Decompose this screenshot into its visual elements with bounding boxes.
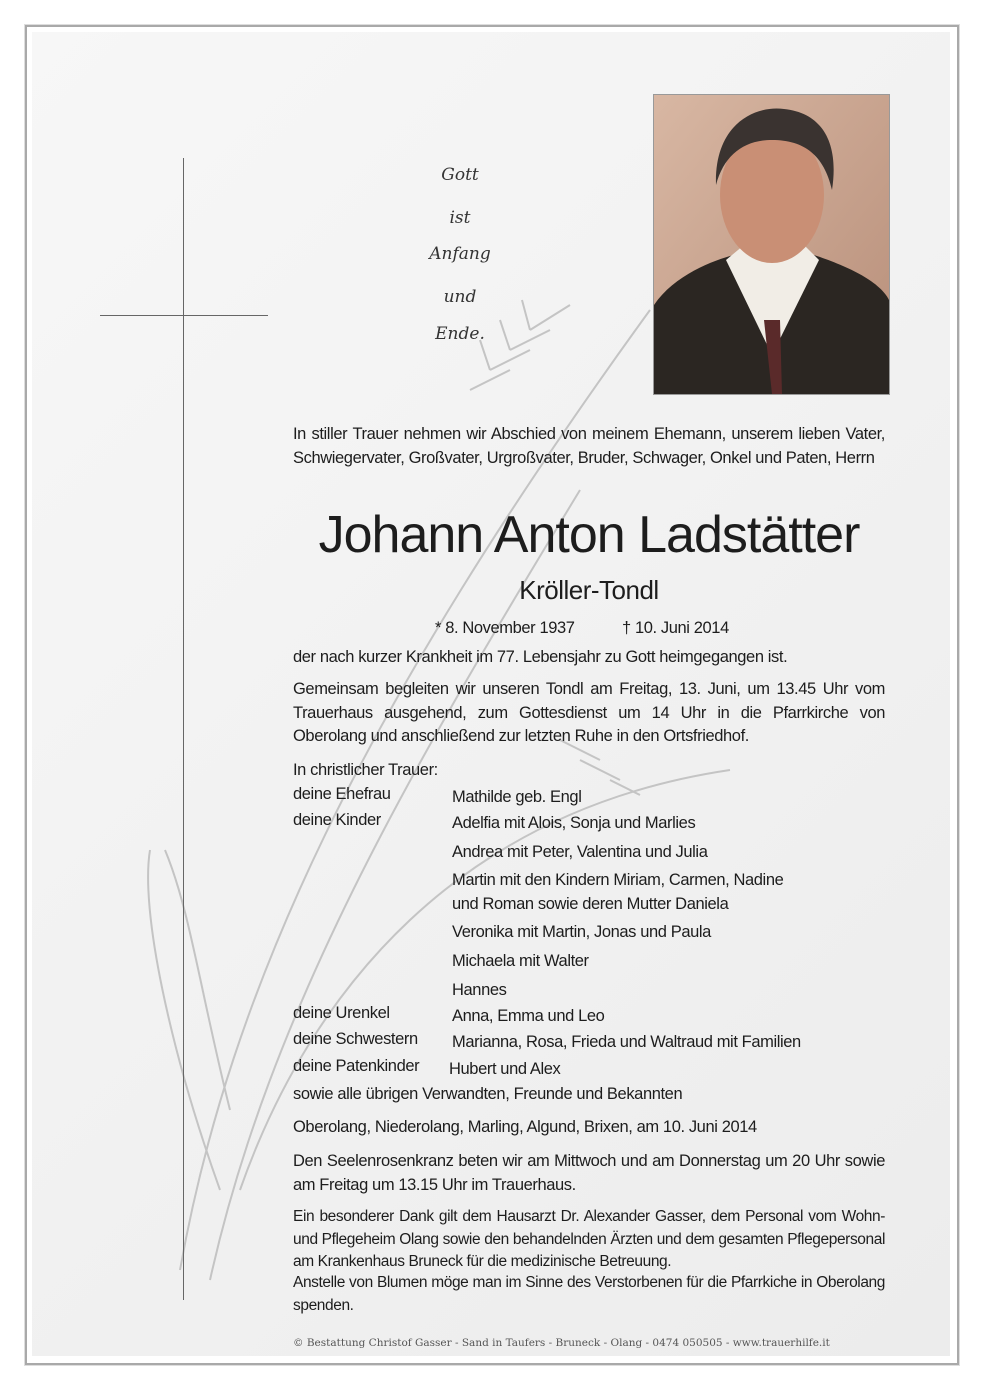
mourner-names: Martin mit den Kindern Miriam, Carmen, Nadine <box>452 871 784 889</box>
rosary-text: Den Seelenrosenkranz beten wir am Mittwoch und am Donnerstag um 20 Uhr sowie am Freitag um 13.15 Uhr im Trauerhaus. <box>293 1152 885 1194</box>
funeral-text: Gemeinsam begleiten wir unseren Tondl am Freitag, 13. Juni, um 13.45 Uhr vom Trauerhaus ausgehend, zum Gottesdienst um 14 Uhr in die Pfarrkirche von Oberolang und anschließend zur letzten Ruhe in den Ortsfriedhof. <box>293 680 885 745</box>
intro-text: In stiller Trauer nehmen wir Abschied von meinem Ehemann, unserem lieben Vater, Schwiegervater, Großvater, Urgroßvater, Bruder, Schwager, Onkel und Paten, Herrn <box>293 425 885 467</box>
mourner-label: deine Kinder <box>293 811 381 829</box>
mourner-names: Mathilde geb. Engl <box>452 788 582 806</box>
mourner-label: deine Urenkel <box>293 1004 390 1022</box>
mourning-heading: In christlicher Trauer: <box>293 761 438 779</box>
flowers-text: Anstelle von Blumen möge man im Sinne des Verstorbenen für die Pfarrkiche in Oberolang spenden. <box>293 1274 885 1314</box>
quote-line: Anfang <box>429 244 491 264</box>
quote-line: Gott <box>441 165 479 185</box>
deceased-name: Johann Anton Ladstätter <box>318 506 860 564</box>
mourner-names: Andrea mit Peter, Valentina und Julia <box>452 843 708 861</box>
mourner-label: deine Schwestern <box>293 1030 418 1048</box>
mourner-names: Adelfia mit Alois, Sonja und Marlies <box>452 814 696 832</box>
mourner-names: Hubert und Alex <box>449 1060 561 1078</box>
passing-text: der nach kurzer Krankheit im 77. Lebensjahr zu Gott heimgegangen ist. <box>293 648 788 666</box>
quote-line: und <box>443 287 477 307</box>
others-text: sowie alle übrigen Verwandten, Freunde und Bekannten <box>293 1085 683 1103</box>
quote-line: ist <box>449 208 471 228</box>
mourner-names: Veronika mit Martin, Jonas und Paula <box>452 923 711 941</box>
footer-credit: © Bestattung Christof Gasser - Sand in Taufers - Bruneck - Olang - 0474 050505 - www.trauerhilfe.it <box>293 1337 830 1349</box>
cross-horizontal <box>100 315 268 316</box>
mourner-names: Michaela mit Walter <box>452 952 589 970</box>
deceased-nickname: Kröller-Tondl <box>519 575 659 605</box>
mourner-names: Hannes <box>452 981 507 999</box>
mourner-label: deine Patenkinder <box>293 1057 420 1075</box>
birth-date: * 8. November 1937 <box>435 619 575 637</box>
cross-vertical <box>183 158 184 1300</box>
place-date: Oberolang, Niederolang, Marling, Algund, Brixen, am 10. Juni 2014 <box>293 1118 757 1136</box>
mourner-label: deine Ehefrau <box>293 785 391 803</box>
death-date: † 10. Juni 2014 <box>622 619 729 637</box>
mourner-names: Marianna, Rosa, Frieda und Waltraud mit Familien <box>452 1033 801 1051</box>
thanks-text: Ein besonderer Dank gilt dem Hausarzt Dr. Alexander Gasser, dem Personal vom Wohn- und Pflegeheim Olang sowie den behandelnden Ärzten und dem gesamten Pflegepersonal am Krankenhaus Bruneck für die medizinische Betreuung. <box>293 1208 885 1270</box>
quote-line: Ende. <box>435 324 485 344</box>
mourner-names: und Roman sowie deren Mutter Daniela <box>452 895 729 913</box>
mourner-names: Anna, Emma und Leo <box>452 1007 605 1025</box>
portrait-photo <box>653 94 890 395</box>
